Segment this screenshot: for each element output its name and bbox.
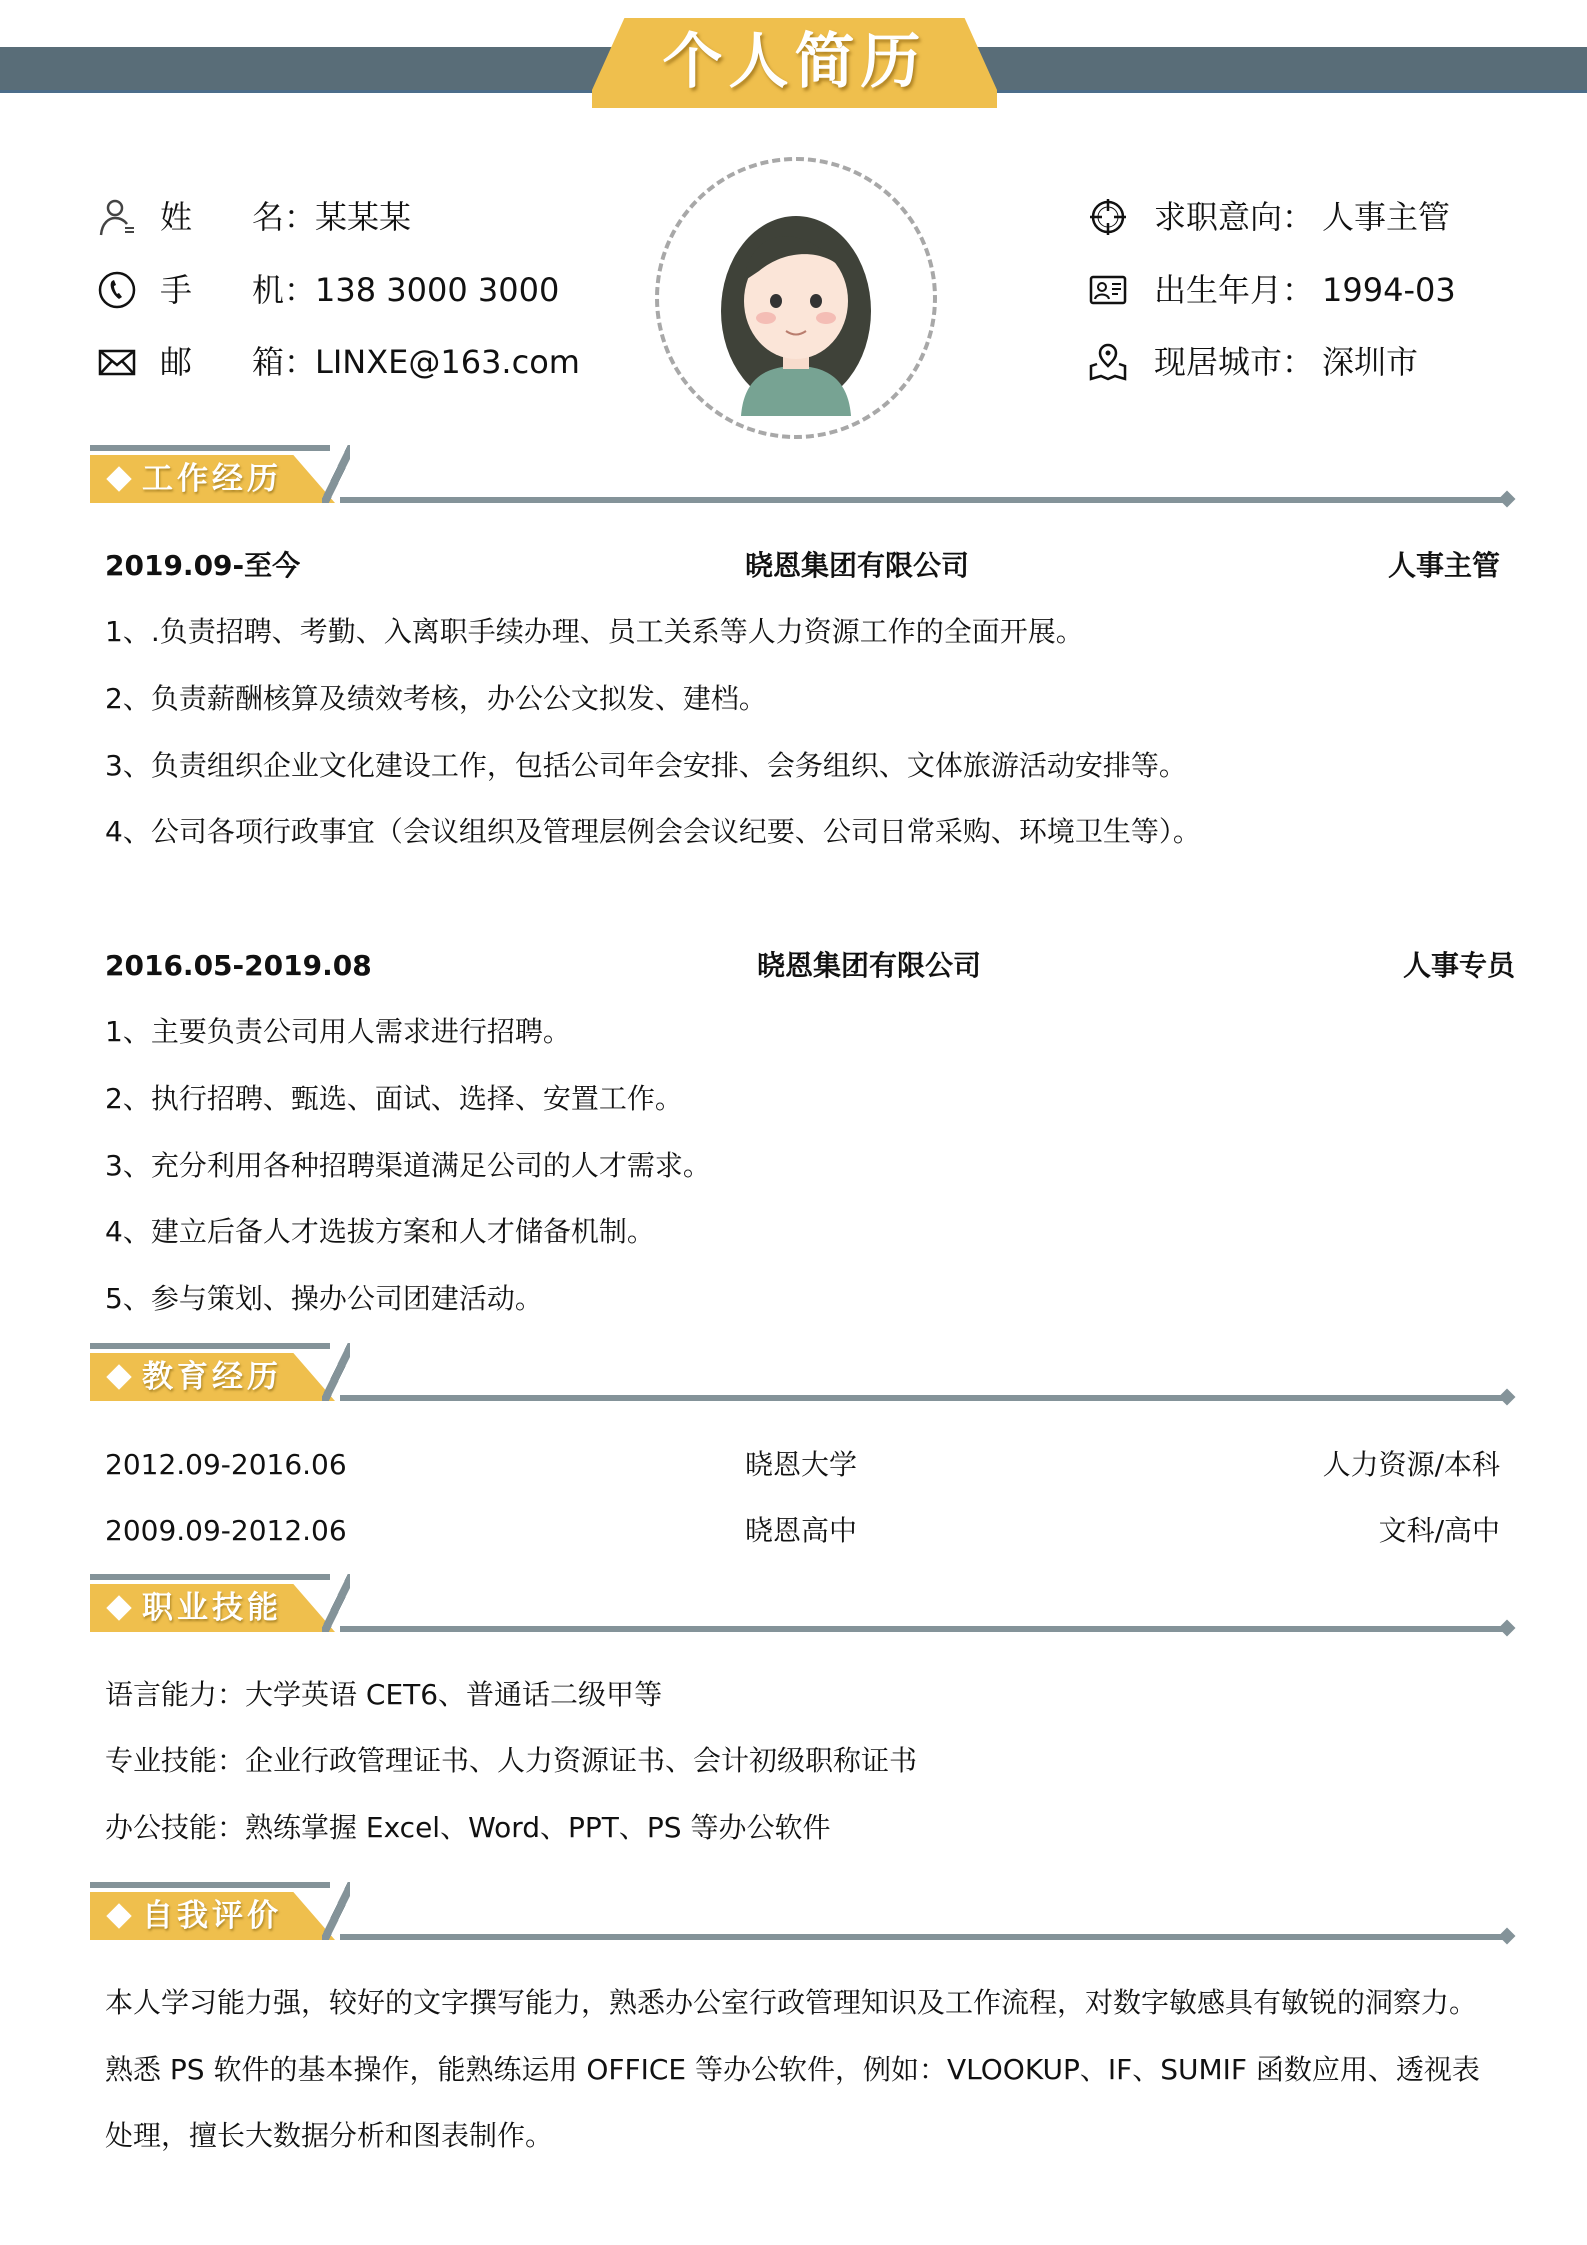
person-icon [97, 197, 137, 241]
job-company: 晓恩集团有限公司 [745, 549, 970, 582]
phone-label-b: 机： [252, 271, 317, 309]
birth-value: 1994-03 [1322, 271, 1456, 309]
skill-item: 办公技能：熟练掌握 Excel、Word、PPT、PS 等办公软件 [105, 1811, 831, 1844]
diamond-icon [106, 1903, 131, 1928]
self-eval-line: 处理，擅长大数据分析和图表制作。 [105, 2119, 554, 2152]
avatar [655, 157, 937, 439]
name-value: 某某某 [315, 198, 412, 236]
self-eval-line: 熟悉 PS 软件的基本操作，能熟练运用 OFFICE 等办公软件，例如：VLOOKUP、IF、SUMIF 函数应用、透视表 [105, 2053, 1480, 2086]
skill-item: 专业技能：企业行政管理证书、人力资源证书、会计初级职称证书 [105, 1744, 918, 1777]
section-header-self-eval [90, 1882, 1520, 1944]
avatar-illustration [659, 161, 933, 435]
section-divider [340, 497, 1505, 503]
birth-label: 出生年月： [1154, 271, 1315, 309]
page-title: 个人简历 [662, 27, 927, 97]
job-header [105, 546, 1515, 586]
job-duty: 3、充分利用各种招聘渠道满足公司的人才需求。 [105, 1149, 711, 1182]
city-value: 深圳市 [1322, 343, 1419, 381]
email-value: LINXE@163.com [315, 343, 580, 381]
name-label-a: 姓 [160, 198, 193, 236]
job-intent-value: 人事主管 [1322, 198, 1451, 236]
job-period: 2019.09-至今 [105, 549, 301, 582]
job-duty: 4、公司各项行政事宜（会议组织及管理层例会会议纪要、公司日常采购、环境卫生等）。 [105, 815, 1201, 848]
job-duty: 5、参与策划、操办公司团建活动。 [105, 1282, 543, 1315]
city-label: 现居城市： [1154, 343, 1315, 381]
phone-icon [97, 270, 137, 314]
section-divider [340, 1395, 1505, 1401]
education-row [105, 1445, 1500, 1485]
email-label-a: 邮 [160, 343, 193, 381]
section-header-work [90, 445, 1520, 507]
job-duty: 4、建立后备人才选拔方案和人才储备机制。 [105, 1215, 655, 1248]
job-duty: 2、负责薪酬核算及绩效考核，办公公文拟发、建档。 [105, 682, 767, 715]
section-title: 工作经历 [142, 461, 282, 497]
job-intent-label: 求职意向： [1154, 198, 1315, 236]
job-duty: 1、.负责招聘、考勤、入离职手续办理、员工关系等人力资源工作的全面开展。 [105, 615, 1084, 648]
section-divider [340, 1626, 1505, 1632]
skill-item: 语言能力：大学英语 CET6、普通话二级甲等 [105, 1678, 663, 1711]
edu-major: 人力资源/本科 [1322, 1448, 1500, 1481]
job-company: 晓恩集团有限公司 [757, 949, 982, 982]
self-eval-line: 本人学习能力强，较好的文字撰写能力，熟悉办公室行政管理知识及工作流程，对数字敏感具有敏锐的洞察力。 [105, 1986, 1478, 2019]
section-title: 教育经历 [142, 1359, 282, 1395]
education-row [105, 1511, 1500, 1551]
section-title: 自我评价 [142, 1898, 282, 1934]
map-pin-icon [1088, 342, 1128, 386]
diamond-end-icon [1499, 1928, 1516, 1945]
phone-label-a: 手 [160, 271, 193, 309]
job-duty: 3、负责组织企业文化建设工作，包括公司年会安排、会务组织、文体旅游活动安排等。 [105, 749, 1187, 782]
id-card-icon [1088, 270, 1128, 314]
email-label-b: 箱： [252, 343, 317, 381]
section-header-education [90, 1343, 1520, 1405]
target-icon [1088, 197, 1128, 241]
edu-period: 2009.09-2012.06 [105, 1514, 347, 1547]
job-role: 人事专员 [1402, 949, 1515, 982]
section-divider [340, 1934, 1505, 1940]
section-header-skills [90, 1574, 1520, 1636]
diamond-end-icon [1499, 491, 1516, 508]
edu-school: 晓恩大学 [745, 1448, 858, 1481]
diamond-end-icon [1499, 1389, 1516, 1406]
job-duty: 1、主要负责公司用人需求进行招聘。 [105, 1015, 571, 1048]
mail-icon [97, 342, 137, 386]
edu-major: 文科/高中 [1378, 1514, 1500, 1547]
name-label-b: 名： [252, 198, 317, 236]
diamond-icon [106, 1595, 131, 1620]
job-period: 2016.05-2019.08 [105, 949, 372, 982]
job-header [105, 946, 1515, 986]
edu-period: 2012.09-2016.06 [105, 1448, 347, 1481]
section-title: 职业技能 [142, 1590, 282, 1626]
diamond-icon [106, 466, 131, 491]
diamond-icon [106, 1364, 131, 1389]
edu-school: 晓恩高中 [745, 1514, 858, 1547]
job-duty: 2、执行招聘、甄选、面试、选择、安置工作。 [105, 1082, 683, 1115]
phone-value: 138 3000 3000 [315, 271, 560, 309]
job-role: 人事主管 [1387, 549, 1500, 582]
diamond-end-icon [1499, 1620, 1516, 1637]
